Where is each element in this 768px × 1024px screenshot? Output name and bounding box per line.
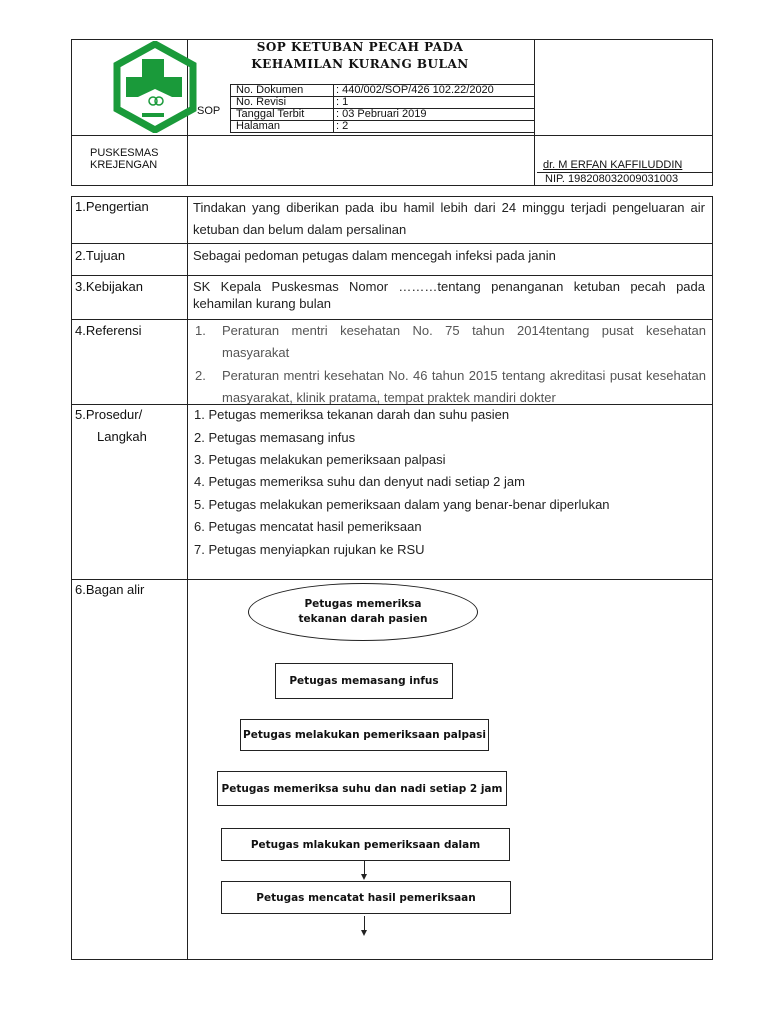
referensi-label: 4.Referensi — [75, 323, 142, 338]
flow-step-box: Petugas mlakukan pemeriksaan dalam — [221, 828, 510, 861]
sop-title-line1: SOP KETUBAN PECAH PADA — [256, 40, 464, 54]
page-label: Halaman — [236, 120, 281, 132]
prosedur-step: 6. Petugas mencatat hasil pemeriksaan — [194, 519, 422, 534]
tujuan-label: 2.Tujuan — [75, 248, 126, 263]
prosedur-step: 3. Petugas melakukan pemeriksaan palpasi — [194, 452, 446, 467]
flow-step-start-oval — [248, 583, 478, 641]
puskesmas-logo — [109, 41, 201, 133]
referensi-item-num: 1. — [195, 323, 206, 338]
kebijakan-text: SK Kepala Puskesmas Nomor ………tentang penanganan ketuban pecah pada kehamilan kurang bulan — [193, 279, 705, 311]
prosedur-label-2: Langkah — [97, 429, 147, 444]
kebijakan-label: 3.Kebijakan — [75, 279, 143, 294]
tujuan-text: Sebagai pedoman petugas dalam mencegah infeksi pada janin — [193, 248, 556, 263]
org-name-line1: PUSKESMAS — [90, 147, 159, 159]
org-name-line2: KREJENGAN — [90, 159, 158, 171]
page-value: : 2 — [336, 120, 349, 132]
pengertian-label: 1.Pengertian — [75, 199, 149, 214]
prosedur-label: 5.Prosedur/ — [75, 407, 143, 422]
doc-number-label: No. Dokumen — [236, 84, 304, 96]
referensi-list — [188, 320, 712, 404]
referensi-item-num: 2. — [195, 368, 206, 383]
flow-oval-line1: Petugas memeriksa — [304, 598, 422, 610]
flow-step-box: Petugas melakukan pemeriksaan palpasi — [240, 719, 489, 751]
prosedur-step: 5. Petugas melakukan pemeriksaan dalam yang benar-benar diperlukan — [194, 497, 610, 512]
prosedur-step: 2. Petugas memasang infus — [194, 430, 356, 445]
flow-oval-line2: tekanan darah pasien — [298, 613, 428, 625]
prosedur-step: 4. Petugas memeriksa suhu dan denyut nadi setiap 2 jam — [194, 474, 525, 489]
sop-title-line2: KEHAMILAN KURANG BULAN — [251, 57, 469, 71]
pengertian-text: Tindakan yang diberikan pada ibu hamil lebih dari 24 minggu terjadi pengeluaran air ketuban dan belum dalam persalinan — [193, 200, 705, 237]
signer-name: dr. M ERFAN KAFFILUDDIN — [543, 159, 683, 171]
issue-date-value: : 03 Pebruari 2019 — [336, 108, 427, 120]
issue-date-label: Tanggal Terbit — [236, 108, 305, 120]
signer-nip: NIP. 198208032009031003 — [545, 173, 679, 185]
prosedur-step: 7. Petugas menyiapkan rujukan ke RSU — [194, 542, 425, 557]
bagan-alir-label: 6.Bagan alir — [75, 582, 145, 597]
referensi-item: Peraturan mentri kesehatan No. 46 tahun 2015 tentang akreditasi pusat kesehatan masyarakat, klinik pratama, tempat praktek mandiri dokter — [222, 368, 706, 404]
flow-step-box: Petugas memasang infus — [275, 663, 453, 699]
doc-number-value: : 440/002/SOP/426 102.22/2020 — [336, 84, 494, 96]
prosedur-step: 1. Petugas memeriksa tekanan darah dan suhu pasien — [194, 407, 510, 422]
sop-label: SOP — [197, 105, 221, 117]
flow-step-box: Petugas mencatat hasil pemeriksaan — [221, 881, 511, 914]
revision-label: No. Revisi — [236, 96, 287, 108]
flow-arrow — [364, 860, 365, 876]
revision-value: : 1 — [336, 96, 349, 108]
flow-arrow — [364, 916, 365, 932]
referensi-item: Peraturan mentri kesehatan No. 75 tahun 2014tentang pusat kesehatan masyarakat — [222, 323, 706, 360]
flow-step-box: Petugas memeriksa suhu dan nadi setiap 2 jam — [217, 771, 507, 806]
